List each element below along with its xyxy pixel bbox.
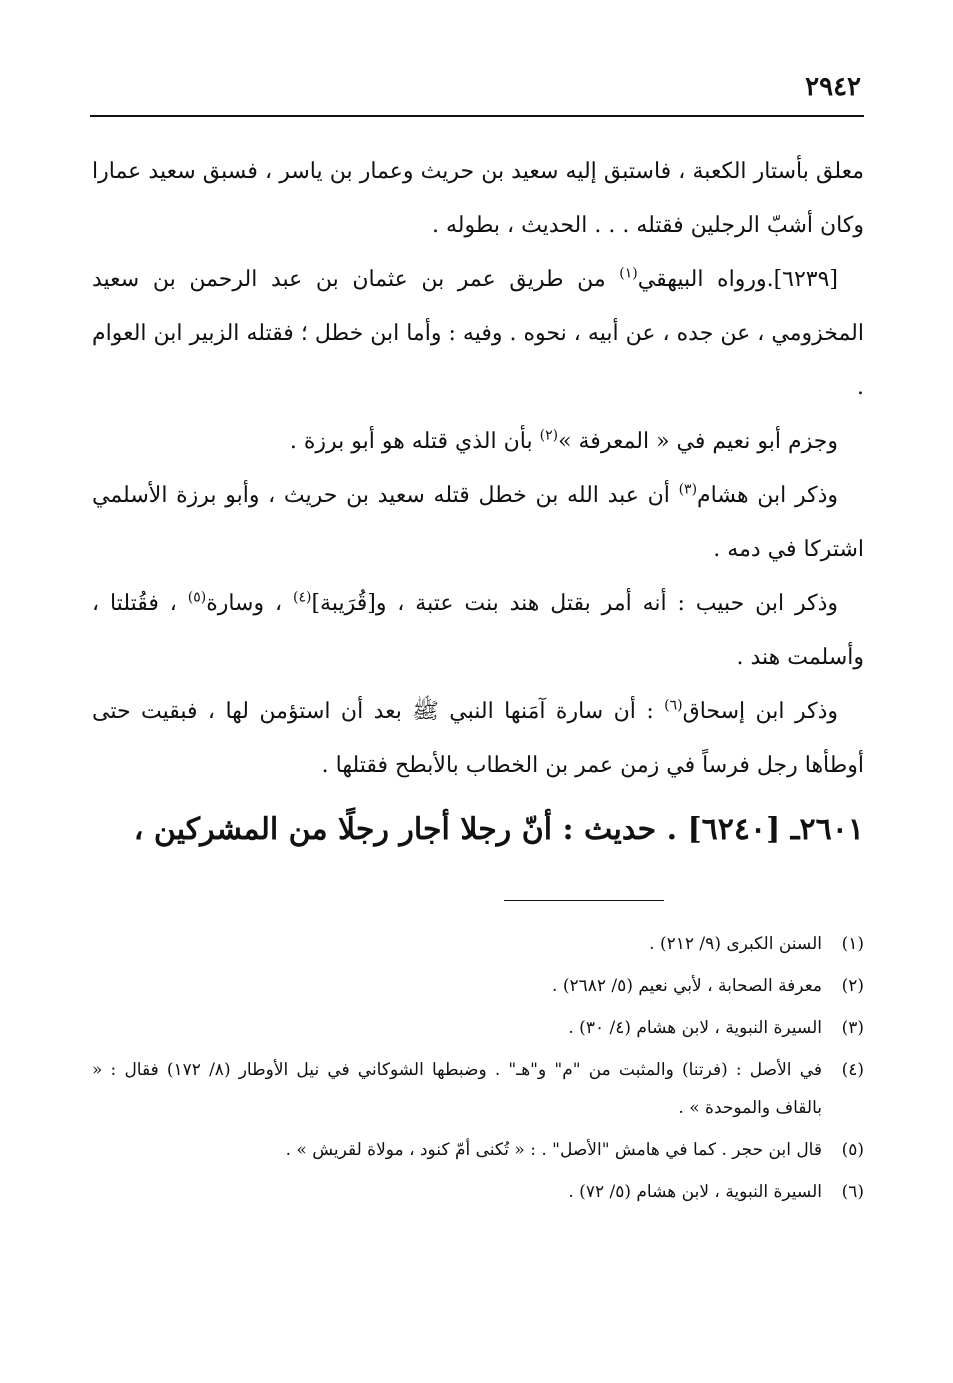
paragraph-3-text-b: بأن الذي قتله هو أبو برزة . bbox=[289, 429, 540, 454]
header-rule bbox=[90, 115, 864, 117]
footnote-text: السيرة النبوية ، لابن هشام (٥/ ٧٢) . bbox=[568, 1182, 822, 1202]
footnote-6 bbox=[92, 1173, 864, 1211]
footnote-separator bbox=[504, 900, 664, 901]
paragraph-1-text: معلق بأستار الكعبة ، فاستبق إليه سعيد بن حريث وعمار بن ياسر ، فسبق سعيد عمارا وكان أشبّ الرجلين فقتله . . . الحديث ، بطوله . bbox=[92, 159, 865, 238]
footnote-ref-1[interactable]: (١) bbox=[619, 265, 638, 282]
footnote-text: السيرة النبوية ، لابن هشام (٤/ ٣٠) . bbox=[568, 1018, 822, 1038]
paragraph-5-text-c: ، فقُتلتا ، وأسلمت هند . bbox=[92, 591, 864, 670]
paragraph-4 bbox=[92, 469, 864, 577]
main-text bbox=[92, 145, 864, 793]
paragraph-4-text-b: أن عبد الله بن خطل قتله سعيد بن حريث ، وأبو برزة الأسلمي اشتركا في دمه . bbox=[92, 483, 864, 562]
footnote-number: (٢) bbox=[841, 976, 864, 996]
footnote-ref-4[interactable]: (٤) bbox=[292, 589, 312, 606]
footnotes bbox=[92, 925, 864, 1215]
footnote-ref-5[interactable]: (٥) bbox=[187, 589, 207, 606]
page-number: ٢٩٤٢ bbox=[805, 72, 861, 102]
footnote-number: (٥) bbox=[841, 1140, 864, 1160]
hadith-heading: ٢٦٠١ـ [٦٢٤٠] . حديث : أنّ رجلا أجار رجلًا من المشركين ، bbox=[133, 812, 864, 847]
footnote-number: (٣) bbox=[841, 1018, 864, 1038]
footnote-number: (١) bbox=[841, 934, 864, 954]
footnote-text: في الأصل : (فرتنا) والمثبت من "م" و"هـ" . وضبطها الشوكاني في نيل الأوطار (٨/ ١٧٢) فقال : « بالقاف والموحدة » . bbox=[92, 1060, 822, 1118]
paragraph-3 bbox=[92, 415, 864, 469]
paragraph-5-text-a: وذكر ابن حبيب : أنه أمر بقتل هند بنت عتبة ، و[قُرَيبة] bbox=[311, 591, 839, 616]
footnote-3 bbox=[92, 1009, 864, 1047]
footnote-text: السنن الكبرى (٩/ ٢١٢) . bbox=[649, 934, 822, 954]
footnote-ref-2[interactable]: (٢) bbox=[539, 427, 559, 444]
paragraph-4-text-a: وذكر ابن هشام bbox=[697, 483, 838, 508]
paragraph-6-text-b: : أن سارة آمَنها النبي ﷺ بعد أن استؤمن لها ، فبقيت حتى أوطأها رجل فرساً في زمن عمر بن الخطاب بالأبطح فقتلها . bbox=[92, 699, 864, 778]
paragraph-2-text-a: [٦٢٣٩].ورواه البيهقي bbox=[637, 267, 839, 292]
footnote-5 bbox=[92, 1131, 864, 1169]
paragraph-3-text-a: وجزم أبو نعيم في « المعرفة » bbox=[558, 429, 838, 454]
footnote-4 bbox=[92, 1051, 864, 1127]
paragraph-6 bbox=[92, 685, 864, 793]
paragraph-6-text-a: وذكر ابن إسحاق bbox=[682, 699, 838, 724]
footnote-1 bbox=[92, 925, 864, 963]
footnote-number: (٤) bbox=[841, 1060, 864, 1080]
paragraph-2-text-b: من طريق عمر بن عثمان بن عبد الرحمن بن سعيد المخزومي ، عن جده ، عن أبيه ، نحوه . وفيه : وأما ابن خطل ؛ فقتله الزبير ابن العوام . bbox=[92, 267, 864, 400]
paragraph-1 bbox=[92, 145, 864, 253]
footnote-2 bbox=[92, 967, 864, 1005]
footnote-ref-3[interactable]: (٣) bbox=[678, 481, 698, 498]
footnote-text: قال ابن حجر . كما في هامش "الأصل" . : « تُكنى أمّ كنود ، مولاة لقريش » . bbox=[285, 1140, 822, 1160]
footnote-text: معرفة الصحابة ، لأبي نعيم (٥/ ٢٦٨٢) . bbox=[552, 976, 822, 996]
paragraph-2 bbox=[92, 253, 864, 415]
footnote-ref-6[interactable]: (٦) bbox=[664, 697, 683, 714]
paragraph-5 bbox=[92, 577, 864, 685]
paragraph-5-text-b: ، وسارة bbox=[206, 591, 293, 616]
footnote-number: (٦) bbox=[841, 1182, 864, 1202]
